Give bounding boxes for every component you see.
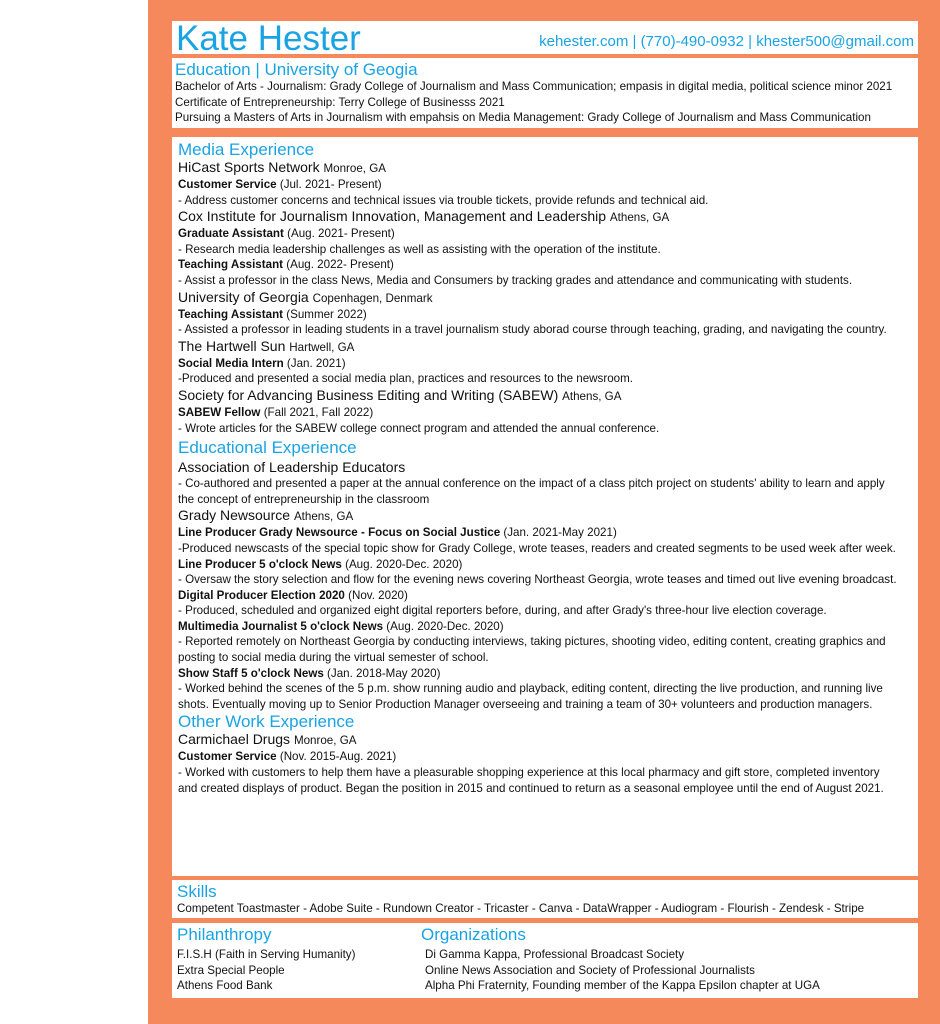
- education-line: Bachelor of Arts - Journalism: Grady College of Journalism and Mass Communication; empasis in digital media, political science minor 2021: [175, 80, 893, 93]
- job-desc: - Worked with customers to help them have a pleasurable shopping experience at this local pharmacy and gift store, completed inventory and created displays of product. Began the position in 2015 and continued to return as a seasonal employee until the end of August 2021.: [178, 766, 884, 795]
- job-desc: - Produced, scheduled and organized eight digital reporters before, during, and after Grady's three-hour live election coverage.: [178, 604, 827, 618]
- job-org: HiCast Sports Network Monroe, GA: [178, 159, 386, 175]
- contact-line: kehester.com | (770)-490-0932 | khester500@gmail.com: [539, 33, 914, 50]
- experience-card: [172, 137, 918, 876]
- skills-heading: Skills: [177, 882, 217, 901]
- education-card: [172, 58, 918, 128]
- other-heading: Other Work Experience: [178, 712, 355, 732]
- media-heading: Media Experience: [178, 140, 315, 159]
- job-role: Digital Producer Election 2020 (Nov. 2020): [178, 588, 408, 602]
- organization-item: Di Gamma Kappa, Professional Broadcast Society: [425, 948, 685, 961]
- job-desc: - Oversaw the story selection and flow for the evening news covering Northeast Georgia, wrote teases and timed out live evening broadcast.: [178, 573, 897, 587]
- job-desc: - Address customer concerns and technical issues via trouble tickets, provide refunds and technical aid.: [178, 193, 709, 207]
- affiliations-card: [172, 923, 918, 998]
- skills-list: Competent Toastmaster - Adobe Suite - Rundown Creator - Tricaster - Canva - DataWrapper - Audiogram - Flourish - Zendesk - Stripe: [177, 902, 865, 915]
- philanthropy-item: Extra Special People: [177, 963, 285, 977]
- job-role: SABEW Fellow (Fall 2021, Fall 2022): [178, 405, 374, 419]
- philanthropy-column: [177, 925, 417, 994]
- job-org: Grady Newsource Athens, GA: [178, 507, 354, 524]
- educational-heading: Educational Experience: [178, 438, 357, 458]
- organization-item: Online News Association and Society of Professional Journalists: [425, 963, 755, 977]
- education-heading: Education | University of Geogia: [175, 60, 418, 79]
- philanthropy-heading: Philanthropy: [177, 925, 272, 944]
- resume-name: Kate Hester: [176, 21, 361, 54]
- education-line: Pursuing a Masters of Arts in Journalism with empahsis on Media Management: Grady College of Journalism and Mass Communication: [175, 111, 871, 125]
- organizations-heading: Organizations: [421, 925, 526, 944]
- organizations-column: [421, 925, 911, 994]
- job-desc: -Produced and presented a social media plan, practices and resources to the newsroom.: [178, 372, 633, 386]
- job-role: Customer Service (Nov. 2015-Aug. 2021): [178, 750, 397, 764]
- job-role: Show Staff 5 o'clock News (Jan. 2018-May 2020): [178, 666, 441, 680]
- philanthropy-item: F.I.S.H (Faith in Serving Humanity): [177, 948, 356, 961]
- job-desc: -Produced newscasts of the special topic show for Grady College, wrote teases, readers and created segments to be used week after week.: [178, 541, 896, 555]
- philanthropy-item: Athens Food Bank: [177, 979, 273, 993]
- job-role: Line Producer 5 o'clock News (Aug. 2020-Dec. 2020): [178, 557, 463, 571]
- job-role: Teaching Assistant (Aug. 2022- Present): [178, 258, 394, 272]
- job-org: University of Georgia Copenhagen, Denmark: [178, 288, 433, 305]
- header-card: [172, 21, 918, 54]
- job-org: The Hartwell Sun Hartwell, GA: [178, 337, 355, 354]
- job-role: Graduate Assistant (Aug. 2021- Present): [178, 227, 395, 241]
- job-role: Line Producer Grady Newsource - Focus on Social Justice (Jan. 2021-May 2021): [178, 526, 617, 540]
- job-desc: - Assisted a professor in leading students in a travel journalism study aborad course through teaching, grading, and navigating the country.: [178, 323, 887, 337]
- job-org: Cox Institute for Journalism Innovation, Management and Leadership Athens, GA: [178, 208, 670, 225]
- job-desc: - Research media leadership challenges as well as assisting with the operation of the institute.: [178, 242, 661, 256]
- job-role: Multimedia Journalist 5 o'clock News (Aug. 2020-Dec. 2020): [178, 619, 504, 633]
- job-org: Carmichael Drugs Monroe, GA: [178, 731, 357, 748]
- job-desc: - Co-authored and presented a paper at the annual conference on the impact of a class pitch project on students' ability to learn and apply the concept of entrepreneurship in the classroom: [178, 477, 885, 506]
- job-role: Teaching Assistant (Summer 2022): [178, 307, 367, 321]
- job-role: Customer Service (Jul. 2021- Present): [178, 178, 382, 191]
- job-desc: - Wrote articles for the SABEW college connect program and attended the annual conference.: [178, 421, 660, 435]
- job-desc: - Worked behind the scenes of the 5 p.m. show running audio and playback, editing content, directing the live production, and running live shots. Eventually moving up to Senior Production Manager overseeing and training a team of 30+ volunteers and production managers.: [178, 682, 883, 711]
- job-org: Association of Leadership Educators: [178, 459, 406, 476]
- job-role: Social Media Intern (Jan. 2021): [178, 356, 346, 370]
- education-line: Certificate of Entrepreneurship: Terry College of Businesss 2021: [175, 95, 505, 109]
- job-desc: - Reported remotely on Northeast Georgia by conducting interviews, taking pictures, shooting video, editing content, creating graphics and posting to social media during the virtual semester of school.: [178, 635, 886, 665]
- skills-card: [172, 880, 918, 918]
- organization-item: Alpha Phi Fraternity, Founding member of the Kappa Epsilon chapter at UGA: [425, 979, 820, 993]
- job-desc: - Assist a professor in the class News, Media and Consumers by tracking grades and attendance and communicating with students.: [178, 273, 853, 287]
- job-org: Society for Advancing Business Editing and Writing (SABEW) Athens, GA: [178, 386, 622, 403]
